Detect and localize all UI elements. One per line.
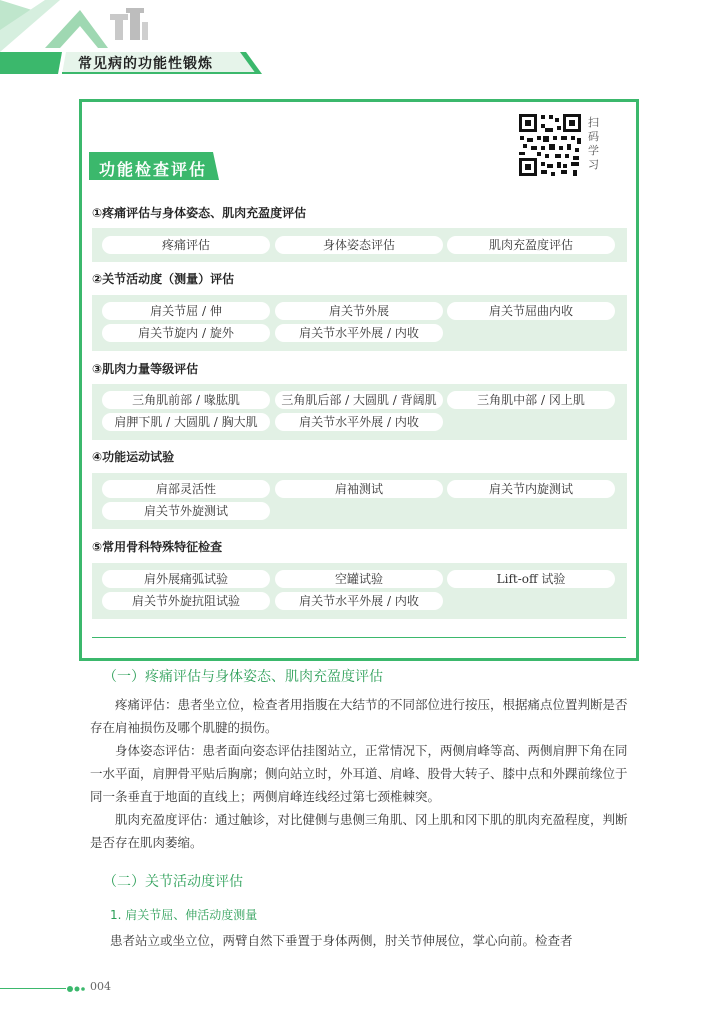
section-title: 功能检查评估 (99, 160, 208, 179)
pill-anterior-deltoid: 三角肌前部 / 喙肱肌 (102, 391, 270, 409)
qr-code-icon[interactable] (517, 112, 583, 178)
group-box-5 (92, 563, 627, 619)
group-heading-2: ②关节活动度（测量）评估 (92, 272, 235, 286)
section-heading-1: （一）疼痛评估与身体姿态、肌肉充盈度评估 (103, 669, 383, 685)
pill-subscapularis: 肩胛下肌 / 大圆肌 / 胸大肌 (102, 413, 270, 431)
pill-empty-can-test: 空罐试验 (275, 570, 443, 588)
chapter-title: 常见病的功能性锻炼 (78, 56, 213, 72)
pill-horizontal-abduction-strength: 肩关节水平外展 / 内收 (275, 413, 443, 431)
pill-lift-off-test: Lift-off 试验 (447, 570, 615, 588)
pill-shoulder-horizontal-abduction: 肩关节水平外展 / 内收 (275, 324, 443, 342)
pill-middle-deltoid: 三角肌中部 / 冈上肌 (447, 391, 615, 409)
group-box-4 (92, 473, 627, 529)
corner-decoration (0, 0, 200, 60)
pill-shoulder-rotation: 肩关节旋内 / 旋外 (102, 324, 270, 342)
pill-painful-arc-test: 肩外展痛弧试验 (102, 570, 270, 588)
pill-shoulder-flexion-adduction: 肩关节屈曲内收 (447, 302, 615, 320)
footer-line (0, 988, 66, 989)
paragraph-posture-assessment: 身体姿态评估：患者面向姿态评估挂图站立，正常情况下，两侧肩峰等高、两侧肩胛下角在同一水平面，肩胛骨平贴后胸廓；侧向站立时，外耳道、肩峰、股骨大转子、膝中点和外踝前缘位于同一条垂直于地面的直线上；两侧肩峰连线经过第七颈椎棘突。 (90, 743, 628, 804)
pill-muscle-fullness-assessment: 肌肉充盈度评估 (447, 236, 615, 254)
pill-resisted-external-rotation: 肩关节外旋抗阻试验 (102, 592, 270, 610)
panel-divider (92, 637, 626, 638)
group-heading-4: ④功能运动试验 (92, 450, 175, 464)
footer-dots-icon (66, 985, 88, 993)
subsection-heading-1: 1. 肩关节屈、伸活动度测量 (110, 908, 258, 922)
pill-shoulder-abduction: 肩关节外展 (275, 302, 443, 320)
group-box-3 (92, 384, 627, 440)
group-heading-3: ③肌肉力量等级评估 (92, 362, 199, 376)
pill-posture-assessment: 身体姿态评估 (275, 236, 443, 254)
pill-shoulder-flexion-extension: 肩关节屈 / 伸 (102, 302, 270, 320)
paragraph-pain-assessment: 疼痛评估：患者坐立位，检查者用指腹在大结节的不同部位进行按压，根据痛点位置判断是否存在肩袖损伤及哪个肌腱的损伤。 (90, 697, 628, 735)
group-box-1 (92, 228, 627, 262)
pill-shoulder-mobility: 肩部灵活性 (102, 480, 270, 498)
function-assessment-panel (79, 99, 639, 661)
pill-rotator-cuff-test: 肩袖测试 (275, 480, 443, 498)
pill-pain-assessment: 疼痛评估 (102, 236, 270, 254)
pill-external-rotation-test: 肩关节外旋测试 (102, 502, 270, 520)
pill-posterior-deltoid: 三角肌后部 / 大圆肌 / 背阔肌 (275, 391, 443, 409)
group-box-2 (92, 295, 627, 351)
pill-internal-rotation-test: 肩关节内旋测试 (447, 480, 615, 498)
pill-horizontal-abduction-special: 肩关节水平外展 / 内收 (275, 592, 443, 610)
paragraph-muscle-fullness: 肌肉充盈度评估：通过触诊，对比健侧与患侧三角肌、冈上肌和冈下肌的肌肉充盈程度，判断是否存在肌肉萎缩。 (90, 812, 628, 850)
group-heading-1: ①疼痛评估与身体姿态、肌肉充盈度评估 (92, 206, 307, 220)
qr-scan-label: 扫码学习 (588, 116, 599, 171)
page-number: 004 (90, 980, 111, 993)
paragraph-flexion-measurement: 患者站立或坐立位，两臂自然下垂置于身体两侧，肘关节伸展位，掌心向前。检查者 (110, 933, 573, 948)
section-heading-2: （二）关节活动度评估 (103, 874, 243, 890)
group-heading-5: ⑤常用骨科特殊特征检查 (92, 540, 223, 554)
